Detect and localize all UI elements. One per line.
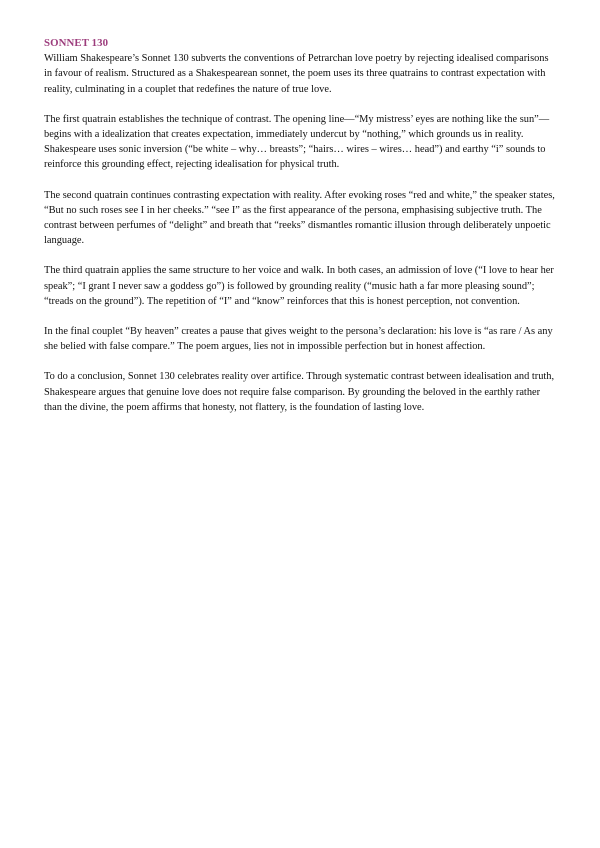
couplet-paragraph: In the final couplet “By heaven” creates a pause that gives weight to the persona’s declaration: his love is “as rare / As any she belied with false compare.” The poem argues, lies not in impossible perfection but in honest affection. [44, 326, 553, 353]
first-quatrain-paragraph: The first quatrain establishes the technique of contrast. The opening line—“My mistress’ eyes are nothing like the sun”—begins with a idealization that creates expectation, immediately undercut by “nothing,” which grounds us in reality. Shakespeare uses sonic inversion (“be white – why… breasts”; “hairs… wires – wires… head”) and earthy “i” sounds to reinforce this grounding effect, rejecting idealisation for physical truth. [44, 113, 550, 171]
document-page [44, 36, 559, 430]
conclusion-paragraph: To do a conclusion, Sonnet 130 celebrates reality over artifice. Through systematic contrast between idealisation and truth, Shakespeare argues that genuine love does not require false comparison. By grounding the beloved in the earthly rather than the divine, the poem affirms that honesty, not flattery, is the foundation of lasting love. [44, 371, 555, 413]
second-quatrain-paragraph: The second quatrain continues contrasting expectation with reality. After evoking roses “red and white,” the speaker states, “But no such roses see I in her cheeks.” “see I” as the first appearance of the persona, emphasising subjective truth. The contrast between perfumes of “delight” and breath that “reeks” dismantles romantic illusion through deliberately unpoetic language. [44, 189, 555, 247]
document-title: SONNET 130 [44, 37, 109, 49]
intro-paragraph: William Shakespeare’s Sonnet 130 subverts the conventions of Petrarchan love poetry by rejecting idealised comparisons in favour of realism. Structured as a Shakespearean sonnet, the poem uses its three quatrains to contrast expectation with reality, culminating in a couplet that redefines the nature of true love. [44, 53, 549, 95]
third-quatrain-paragraph: The third quatrain applies the same structure to her voice and walk. In both cases, an admission of love (“I love to hear her speak”; “I grant I never saw a goddess go”) is followed by grounding reality (“music hath a far more pleasing sound”; “treads on the ground”). The repetition of “I” and “know” reinforces that this is honest perception, not convention. [44, 265, 554, 307]
